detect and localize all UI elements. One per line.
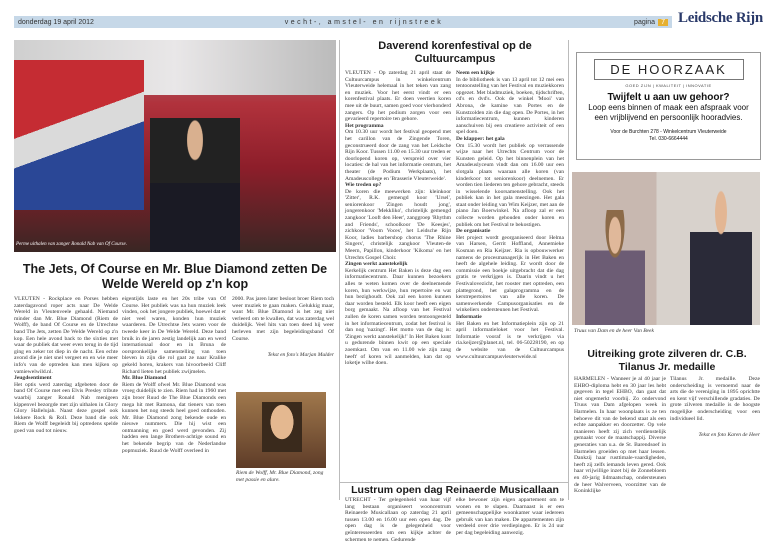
page-indicator <box>634 19 668 26</box>
article2-col1-text: VLEUTEN - Op zaterdag 21 april staat de Cultuurcampus in winkelcentrum Vleuterweide helemaal in het teken van zang en muziek. Voor het eerst vindt er een korenfestival plaats. Er doen veertien koren mee uit de buurt, samen goed voor vierhonderd zangers. Op het podium zorgen voor een gevarieerd repertoire ten gehore. <box>345 70 451 123</box>
bluediamond-caption: Riem de Wolff, Mr. Blue Diamond, zong met passie en alure. <box>236 470 324 483</box>
article2-col2-text: In de bibliotheek is van 13 april tot 12 mei een tentoonstelling van het Festival en muziekkoren opgezet. Met bladmuziek, boeken, tijdschriften, cd's en dvd's. Ook de winkel 'Mooi' van Abrona, de kamine van Portes en de Kunstzolden zin die dag open. De Portes, in het informatiecentrum, kunnen kinderen aanschuiven bij een creatieve activiteit of een spel doen. <box>456 76 564 136</box>
medal-photo-man <box>690 188 752 325</box>
page-number: 7 <box>658 19 668 26</box>
article2-subhead-informatie: Informatie <box>456 313 482 320</box>
hoorzaak-advertisement[interactable] <box>576 52 761 160</box>
article1-subhead-jeugd: Jeugdsentiment <box>14 375 52 382</box>
article3-headline: Uitreiking grote zilveren dr. C.B. Tilanus Jr. medaille <box>587 348 747 373</box>
article4-column-1: UTRECHT - Ter gelegenheid van haar vijf lang bestaan organiseert wooncentrum Reinaerde Musicallaan op zaterdag 21 april tussen 13.00 en 16.00 uur een open dag. De open dag is de gelegenheid voor geïnteresseerden om een kijkje achter de schermen te nemen. Gedurende <box>345 497 451 543</box>
article2-column-1 <box>345 70 451 472</box>
ad-tagline: GOED ZIJN | KWALITEIT | INNOVATIE <box>625 83 712 88</box>
article2-subhead-organisatie: De organisatie <box>456 228 491 235</box>
article3-column-2: Tilanus Jr. medaille. Deze onderscheiding is vernoemd naar de arts die de vereniging in 1895 oprichtte en kent vijf verschillende gradaties. De grote zilveren medaille is de hoogste mogelijke onderscheiding voor een individueel lid. <box>670 376 760 422</box>
article1-col1-text: VLEUTEN - Rockplace en Porses hebben zaterdagavond roper acts naar De Welde Wereld in Vleutenveele gehaald. Niemand minder dan Mr. Blue Diamond (Riem de Wolff), de band Of Course en de Utrechtse band The Jets, zetten De Welde Wereld op z'n kop. Een hele avond back to the sixties met waar de publiek dat weer even terug in de tijd ging en zeker tot diep in de nacht. Een echte avond die je niet snel vergeet en en wie meer info's van de optreden kan men kijken op vamiewelwild.nl. <box>14 296 118 375</box>
article2-subhead-wie: Wie treden op? <box>345 182 382 189</box>
concert-photo-flag <box>14 60 144 210</box>
ad-text-2: een vrijblijvend en persoonlijk hooradvies. <box>594 113 743 122</box>
article2-col1b-text: Om 10.30 uur wordt het festival geopend met het carillon van de Zingende Toren, geconstrueerd door de zang van het Leidsche Rijn Koor. Tussen 11.00 en 15.30 uur treden er doorlopend koren op, verspreid over vier locaties: de hal van het informatie centrum, het theater (de Podium Werkplaats), het Amadeuscollege en 'Brasserie Vleuterweide'. <box>345 129 451 182</box>
article4-headline: Lustrum open dag Reinaerde Musicallaan <box>351 484 559 496</box>
column-divider-right <box>568 40 569 500</box>
article2-subhead-zingen: Zingen werkt aanstekelijk <box>345 261 408 268</box>
ad-text-1: Loop eens binnen of maak een afspraak voor <box>588 103 749 112</box>
article1-col2b-text: Riem de Wolff ofwel Mr. Blue Diamond was vroeg duidelijk te zien. Riem had in 1960 met zijn broer Ruud de The Blue Diamonds een mega hit met Ramona, dat tieners van toen kunnen het nog steeds heel goed onthouden. Mr. Blue Diamond zong bekende oude en nieuwe nummers. Die hij wist een ontmanning en goed werd gevonden. Zij hadden een lange Brothers-achtige sound en het bekende begrip van de Nederlandse popmuziek. Ruud de Wolff overleed in <box>122 381 226 454</box>
ad-question: Twijfelt u aan uw gehoor? <box>607 92 730 103</box>
article2-subhead-kijkje: Neem een kijkje <box>456 70 495 76</box>
medal-photo-caption: Truus van Dam en de heer Van Beek <box>574 328 654 334</box>
article1-credit: Tekst en foto's Marjan Mulder <box>267 352 334 358</box>
article4-column-2: elke bewoner zijn eigen appartement om te wonen en te slapen. Daarnaast is er een gemeenschappelijke woonkamer waar iedereen gebruik van kan maken. De appartementen zijn verdeeld over drie verdiepingen. Er is 24 uur per dag begeleiding aanwezig. <box>456 497 564 536</box>
issue-date: donderdag 19 april 2012 <box>18 18 94 26</box>
article2-col2d-text: Het Baken en het Informatieplein zijn op 21 april informatieloket voor het Festival. Informatie vooraf is te verkrijgen via ria.keijzer@planet.nl, tel. 06-50228190, en op de website van de Cultuurcampus www.cultuurcampusvleuterweide.nl <box>456 320 564 360</box>
article2-col2b-text: Om 15.30 wordt het publiek op verrassende wijze naar het Utrechts Centrum voor de Kunsten geleid. Op het binnenplein van het Amadeuslyceum vindt dan om 16.00 uur een slotgala plaats waaraan alle koren (van kinderkoor tot seniorenkoor) deelnemen. Er worden tien liederen ten gehore gebracht, steeds in wisselende koorsamenstelling. Ook het publiek kan in het gala meezingen. Het gala staat onder leiding van Wim Keijzer, met aan de piano Jan Boerwinkel. Na afloop zal er een collecte worden gehouden onder koren en publiek om het Festival te bekostigen. <box>456 142 564 228</box>
ad-address: Voor de Burchten 278 - Winkelcentrum Vleuterweide <box>610 129 727 135</box>
concert-photo-singer <box>150 80 240 252</box>
concert-photo-caption: Perme uithalen van zanger Ronald Nab van Of Course. <box>16 242 127 247</box>
article1-headline: The Jets, Of Course en Mr. Blue Diamond zetten De Welde Wereld op z'n kop <box>22 262 328 291</box>
column-divider <box>339 40 340 500</box>
article2-subhead-programma: Het programma <box>345 122 384 129</box>
article1-subhead-bluediamond: Mr. Blue Diamond <box>122 375 167 382</box>
medal-photo-woman <box>585 210 645 325</box>
page-header-bar <box>14 16 672 28</box>
region-label: vecht-, amstel- en rijnstreek <box>284 18 444 26</box>
article1-column-1 <box>14 296 118 496</box>
article3-credit: Tekst en foto Karen de Heer <box>698 432 760 438</box>
ad-logo: DE HOORZAAK <box>594 59 744 80</box>
masthead: Leidsche Rijn <box>678 10 763 26</box>
ad-phone: Tel. 030-6664444 <box>649 136 688 142</box>
article2-col1d-text: Kerkelijk centrum Het Baken is deze dag een informatiecentrum. Daar kunnen bezoekers alles te weten komen over de deelnemende koren, hun werkwijze, hun repertoire en wat hun bezighoudt. Ook zal een koren kunnen daar worden besteld. Elk koor heeft een eigen borg gemaakt. Na afloop van het Festival zullen de koren samen worden tentoongesteld in het informatiecentrum, zodat het festival is dan nog 'nazingt'. <box>345 267 451 334</box>
article2-col1e-text: Het motto van de dag is: 'Zingen werkt aanstekelijk!' In Het Baken kunt u gedurende binnen kwit op een speciale zoemkast. Om van en 11.00 wie zijn zang heeft' of koren wil aanmelden, kan dat op loketje wilhe doen. <box>345 327 451 367</box>
article2-col1c-text: De koren die meewerken zijn: kleinkoor 'Zitter', R.K. gemengd koor 'Ursel', seniorenkoor 'Zingen houdt jong', jongerenkoor 'Mekkliko', christelijk gemengd zangkoor 'Looft den Heer', zanggroep 'Rhythm and Friends', schoolkoor 'De Keesjes', zichkoor 'Voom Voces', het Leidsche Rijn Koor, ladies barbershop chorus 'The Rhine Singers', christelijk zangkoor Vleuten-de Meern, Papillon, kinderkoor 'Kikoma' en het Utrechts Gospel Choir. <box>345 188 451 261</box>
article2-subhead-gala: De klapper: het gala <box>456 135 505 142</box>
article3-column-1: HARMELEN - Wanneer je al 40 jaar je EHBO-diploma hebt en 30 jaar les hebt gegeven in tegel EHBO, dan gaat dat niet ongemerkt voorbij. Zo ondervond Truus van Dam afgelopen week in Harmelen. In haar woonplaats is ze ten behoeve dit van de bekend staat als een echte aanpakker en doorzetter. Op vele manieren heeft zij zich verdienstelijk gemaakt voor de maatschappij. Diverse generaties van u.a. de St. Barendsoef in Harmelen groeiden op met haar lessen. Dankzij haar rusttimale-vaardigheden, heeft zij zelfs iemands leven gered. Ook haar vrijwillige inzet bij de Zonnebloem en 40-jarig lidmaatschap, ondersteunen de heer Walverveen, voorzitter van de Koninklijke <box>574 376 666 495</box>
article1-column-3: 2000. Pas jaren later besloot broer Riem toch weer muziek te gaan maken. Gelukkig maar, want Mr. Blue Diamond is het zeg niet verleerd om te kwallen, dat was zaterdag wel duidelijk. Veel hits van toen deed hij weer herleven met zijn begeleidingsband Of Course. <box>232 296 334 342</box>
article2-column-2 <box>456 70 564 472</box>
article2-col2c-text: Het project wordt georganiseerd door Helma van Harsen, Gerrit Hoffland, Annemieke Kosman en Ria Keijzer. Ria is opbouwwerker namens de procesmanagerijk in Het Baken en heeft de algehele leiding. Er wordt door de commissie een boekje uitgebracht dat die dag gratis te verkrijgen is. Daarin vindt u het Festivalovezicht, het rooster met optreden, een plattegrond, het galaprogramma en de kerstrepertoires van alle koren. De samenwerkende Campusorganisaties en de winkeliers ondersteunen het Festival. <box>456 234 564 314</box>
article2-headline: Daverend korenfestival op de Cultuurcampus <box>378 40 532 65</box>
article4-rule <box>340 482 568 483</box>
page-label: pagina <box>634 18 656 26</box>
article1-col2-text: eigentijds laste en het 20s tribe van Of Course. Het publiek was na hun muziek leek vinden, ook het jongere publiek, hoewel dat er niet veel waren, konden hun muziek waarderen. De Utrechtse Jets waren voor de tweede keer in De Welde Wereld. Deze band bruik in de jaren zestig landelijk aan en werd internationaal door en in Bruna de oorspronkelijke samenstelling van toen bleven in zijn die rol gaat ze naar Kralike gekeld horen, krakers van hivoorbeeld Cliff Richard lieten het publiek zwijmelen. <box>122 296 226 375</box>
article1-column-2 <box>122 296 226 496</box>
bluediamond-photo-face <box>262 402 302 452</box>
article1-col1b-text: Het optis werd zaterdag afgebeten door de band Of Course met een Elvis Presley tribute waarbij zanger Ronald Nab menigeen kippenvel bezorgde met zijn uithalen in Glory Glory Hallelujah. Naast deze gospel ook lekkere Rock & Roll. Deze band die ook Riem de Wolff begeleidt bij optredens spelde goed van oud tot nieuw. <box>14 381 118 434</box>
